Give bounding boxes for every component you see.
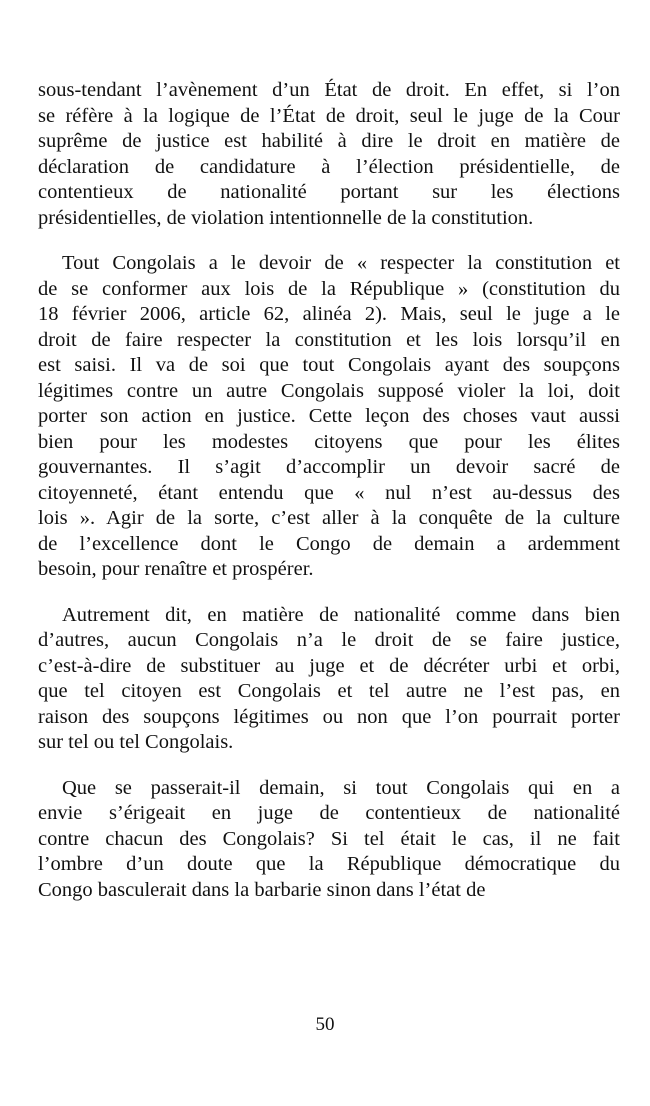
text-line: de se conformer aux lois de la République » (constitution du bbox=[38, 277, 620, 300]
page-number: 50 bbox=[315, 1014, 335, 1035]
text-line: gouvernantes. Il s’agit d’accomplir un devoir sacré de bbox=[38, 456, 620, 478]
text-line: de l’excellence dont le Congo de demain a ardemment bbox=[38, 532, 620, 555]
text-line: sous-tendant l’avènement d’un État de droit. En effet, si l’on bbox=[38, 79, 620, 101]
text-line: d’autres, aucun Congolais n’a le droit de se faire justice, bbox=[38, 629, 620, 651]
text-line: Tout Congolais a le devoir de « respecter la constitution et bbox=[62, 252, 620, 274]
paragraph bbox=[38, 251, 620, 583]
text-line: se réfère à la logique de l’État de droit, seul le juge de la Cour bbox=[38, 104, 620, 127]
book-page-text bbox=[38, 78, 620, 923]
text-line: Que se passerait-il demain, si tout Congolais qui en a bbox=[62, 776, 620, 799]
text-line: citoyenneté, étant entendu que « nul n’est au-dessus des bbox=[38, 481, 620, 504]
text-line: suprême de justice est habilité à dire le droit en matière de bbox=[38, 130, 620, 152]
text-line: 18 février 2006, article 62, alinéa 2). Mais, seul le juge a le bbox=[38, 303, 620, 325]
text-line: Congo basculerait dans la barbarie sinon dans l’état de bbox=[38, 878, 486, 901]
text-line: contre chacun des Congolais? Si tel était le cas, il ne fait bbox=[38, 827, 620, 850]
text-line: légitimes contre un autre Congolais supposé violer la loi, doit bbox=[38, 379, 620, 402]
text-line: que tel citoyen est Congolais et tel autre ne l’est pas, en bbox=[38, 680, 620, 702]
paragraph bbox=[38, 603, 620, 756]
text-line: déclaration de candidature à l’élection présidentielle, de bbox=[38, 155, 620, 178]
text-line: Autrement dit, en matière de nationalité comme dans bien bbox=[62, 603, 620, 626]
text-line: est saisi. Il va de soi que tout Congolais ayant des soupçons bbox=[38, 354, 620, 376]
text-line: l’ombre d’un doute que la République démocratique du bbox=[38, 853, 620, 875]
text-line: c’est-à-dire de substituer au juge et de décréter urbi et orbi, bbox=[38, 654, 620, 677]
text-line: bien pour les modestes citoyens que pour les élites bbox=[38, 430, 620, 453]
text-line: contentieux de nationalité portant sur les élections bbox=[38, 181, 620, 203]
paragraph bbox=[38, 776, 620, 904]
paragraph bbox=[38, 78, 620, 231]
text-line: lois ». Agir de la sorte, c’est aller à la conquête de la culture bbox=[38, 507, 620, 529]
text-line: porter son action en justice. Cette leçon des choses vaut aussi bbox=[38, 405, 620, 427]
text-line: droit de faire respecter la constitution et les lois lorsqu’il en bbox=[38, 328, 620, 351]
text-line: raison des soupçons légitimes ou non que l’on pourrait porter bbox=[38, 705, 620, 728]
text-line: besoin, pour renaître et prospérer. bbox=[38, 558, 314, 580]
text-line: sur tel ou tel Congolais. bbox=[38, 731, 234, 753]
text-line: envie s’érigeait en juge de contentieux de nationalité bbox=[38, 802, 620, 824]
text-line: présidentielles, de violation intentionnelle de la constitution. bbox=[38, 206, 534, 229]
